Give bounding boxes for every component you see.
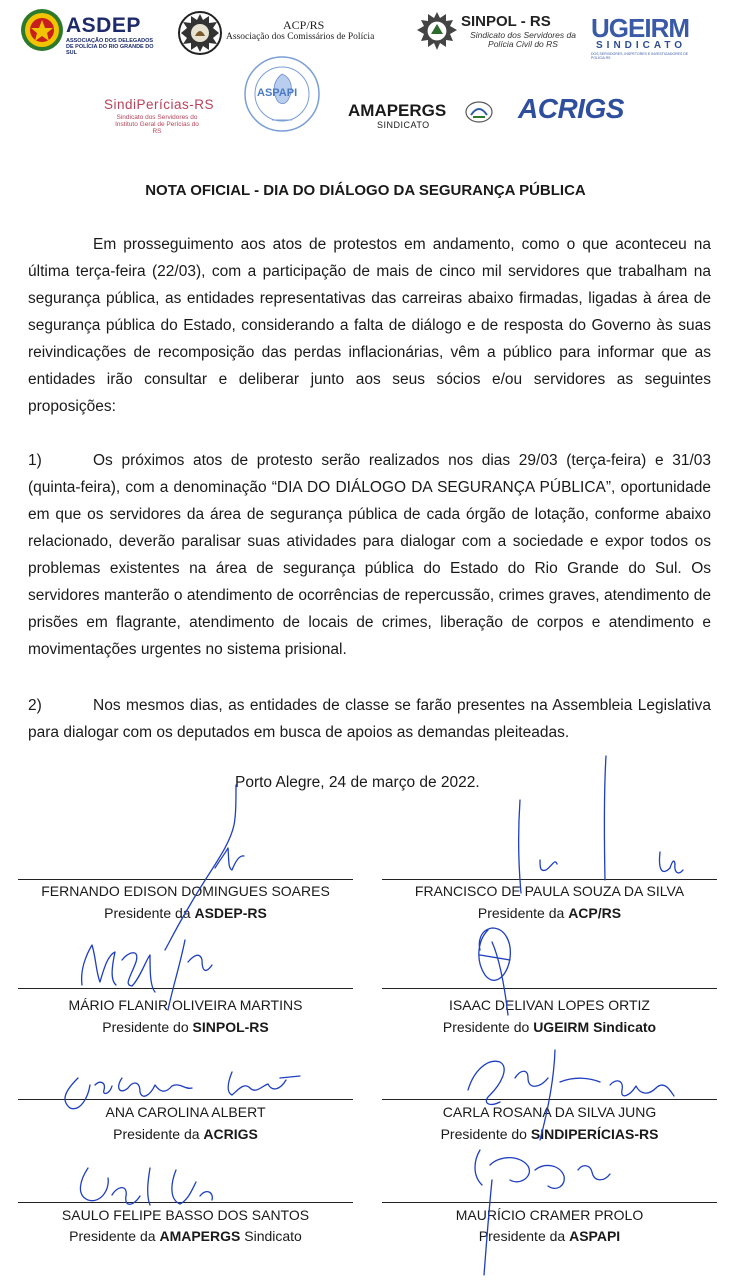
acp-logo-subtitle: Associação dos Comissários de Polícia [226,32,375,42]
asdep-logo-name: ASDEP [66,14,141,37]
signatory-name: FERNANDO EDISON DOMINGUES SOARES [41,883,330,899]
signatory-role: Presidente da ASPAPI [478,1228,621,1244]
signatory-name: SAULO FELIPE BASSO DOS SANTOS [61,1207,310,1223]
sinpol-logo-subtitle: Sindicato dos Servidores da Polícia Civil do RS [470,30,576,49]
signatory-role: Presidente do SINDIPERÍCIAS-RS [440,1126,659,1142]
ugeirm-logo-name: UGEIRM [591,13,689,43]
signature-francisco [519,756,683,893]
signatory-role: Presidente do SINPOL-RS [102,1019,269,1035]
acp-logo-name: ACP/RS [283,18,325,32]
ugeirm-logo-subtitle: SINDICATO [596,40,687,51]
asdep-logo-subtitle: ASSOCIAÇÃO DOS DELEGADOS DE POLÍCIA DO RIO GRANDE DO SUL [66,38,154,56]
signature-mauricio [475,1150,610,1275]
signatory-role: Presidente da ACP/RS [477,905,622,921]
signatory-name: MÁRIO FLANIR OLIVEIRA MARTINS [68,997,303,1013]
signatory-name: FRANCISCO DE PAULA SOUZA DA SILVA [414,883,685,899]
signatory-role: Presidente da AMAPERGS Sindicato [69,1228,302,1244]
proposition-2-number: 2) [28,697,42,714]
amapergs-logo-name: AMAPERGS [348,101,447,120]
proposition-2-text: Nos mesmos dias, as entidades de classe se farão presentes na Assembleia Legislativa para dialogar com os deputados em busca de apoios as demandas pleiteadas. [28,697,711,741]
intro-text: Em prosseguimento aos atos de protestos em andamento, como o que aconteceu na última terça-feira (22/03), com a participação de mais de cinco mil servidores que trabalham na segurança pública, as entidades representativas das carreiras abaixo firmadas, ligadas à área de segurança pública do Estado, considerando a falta de diálogo e de resposta do Governo às suas reivindicações de recomposição das perdas inflacionárias, vêm a público para informar que as entidades irão consultar e deliberar junto aos seus sócios e/ou servidores as seguintes proposições: [28,236,711,415]
acrigs-logo-name: ACRIGS [518,93,624,124]
sinpol-logo-name: SINPOL - RS [461,13,551,30]
amapergs-logo-subtitle: SINDICATO [377,120,430,130]
document-title: NOTA OFICIAL - DIA DO DIÁLOGO DA SEGURANÇA PÚBLICA [145,182,586,199]
signatory-name: CARLA ROSANA DA SILVA JUNG [442,1104,657,1120]
signatory-name: ANA CAROLINA ALBERT [105,1104,266,1120]
signatory-role: Presidente da ACRIGS [113,1126,258,1142]
date-line: Porto Alegre, 24 de março de 2022. [235,774,480,791]
signatory-name: ISAAC DELIVAN LOPES ORTIZ [449,997,650,1013]
signatory-role: Presidente da ASDEP-RS [104,905,267,921]
signature-ana [65,1072,300,1109]
signature-saulo [80,1168,212,1205]
signature-mario [82,940,212,1010]
proposition-1-text: Os próximos atos de protesto serão realizados nos dias 29/03 (terça-feira) e 31/03 (quinta-feira), com a denominação “DIA DO DIÁLOGO DA SEGURANÇA PÚBLICA”, oportunidade em que os servidores da área de segurança pública de cada órgão de lotação, conforme abaixo relacionado, deverão paralisar suas atividades para dialogar com a sociedade e expor todos os problemas existentes na área de segurança pública do Estado do Rio Grande do Sul. Os servidores manterão o atendimento de ocorrências de repercussão, crimes graves, atendimento de prisões em flagrante, atendimento de locais de crimes, liberação de corpos e atendimento e movimentações urgentes no sistema prisional. [28,452,711,658]
sindipericias-logo-subtitle: Sindicato dos Servidores do Instituto Geral de Perícias do RS [115,114,199,135]
aspapi-logo-name: ASPAPI [257,87,298,99]
ugeirm-logo-tagline: DOS SERVIDORES, INSPETORES E INVESTIGADORES DE POLÍCIA RS [591,52,689,60]
signatory-role: Presidente do UGEIRM Sindicato [442,1019,657,1035]
signature-fernando [165,785,244,950]
signature-carla [468,1050,674,1140]
sindipericias-logo-name: SindiPerícias-RS [104,97,215,112]
signature-isaac [479,928,511,1015]
proposition-1-number: 1) [28,452,42,469]
signatory-name: MAURÍCIO CRAMER PROLO [455,1207,644,1223]
